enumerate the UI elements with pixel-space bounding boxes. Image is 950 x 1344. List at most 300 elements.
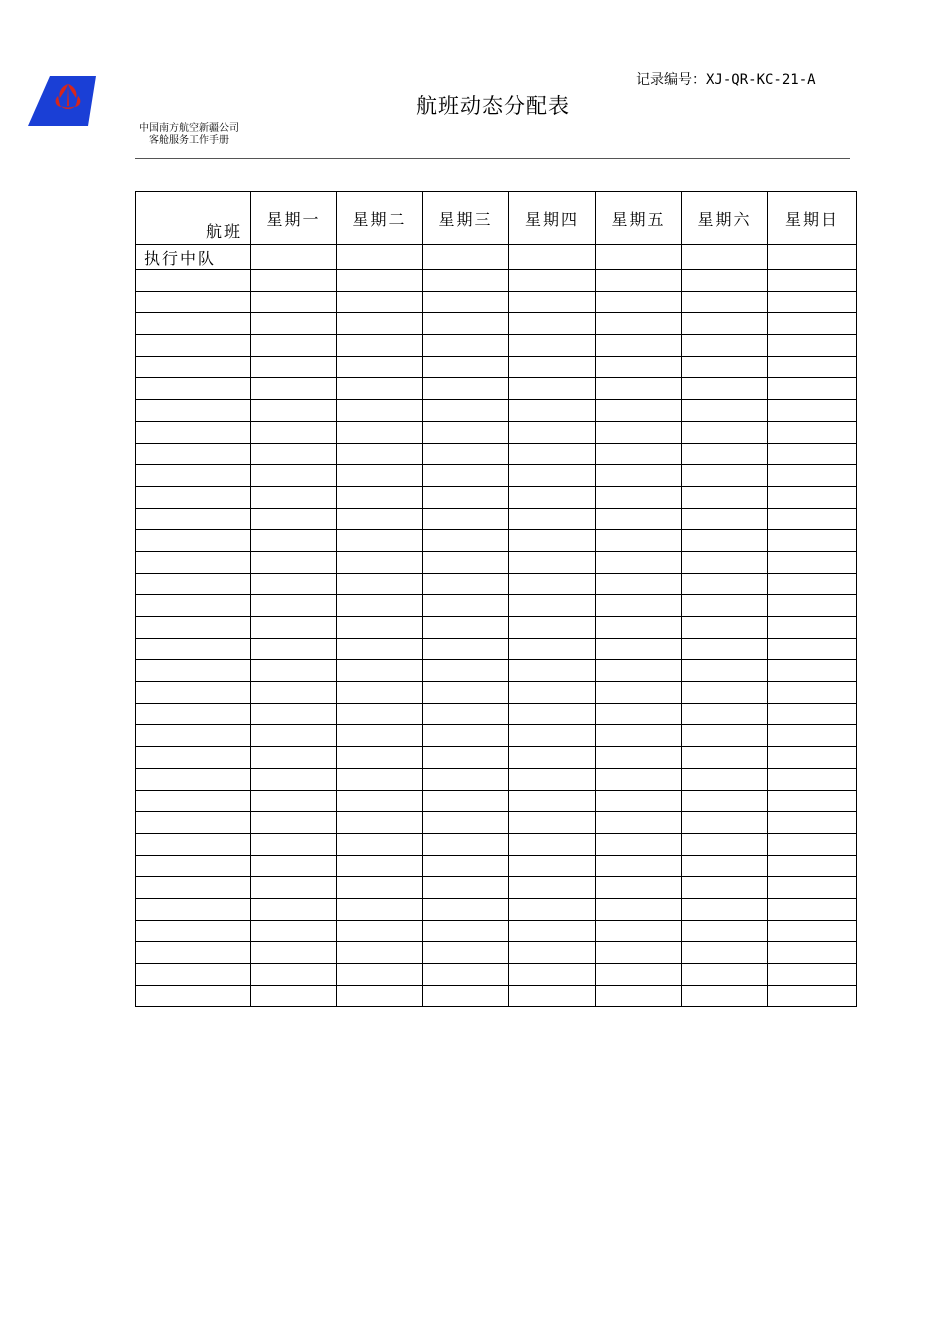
- table-cell[interactable]: [596, 725, 682, 747]
- table-cell[interactable]: [682, 855, 768, 877]
- table-cell[interactable]: [768, 356, 857, 378]
- table-cell[interactable]: [337, 245, 423, 270]
- row-label-cell[interactable]: [136, 335, 251, 357]
- table-cell[interactable]: [596, 833, 682, 855]
- row-label-cell[interactable]: [136, 964, 251, 986]
- row-label-cell[interactable]: [136, 703, 251, 725]
- table-cell[interactable]: [423, 855, 509, 877]
- table-cell[interactable]: [682, 573, 768, 595]
- table-cell[interactable]: [251, 313, 337, 335]
- table-cell[interactable]: [682, 920, 768, 942]
- table-cell[interactable]: [768, 964, 857, 986]
- table-cell[interactable]: [768, 465, 857, 487]
- table-cell[interactable]: [682, 465, 768, 487]
- table-cell[interactable]: [596, 660, 682, 682]
- table-cell[interactable]: [509, 617, 596, 639]
- table-cell[interactable]: [251, 768, 337, 790]
- table-cell[interactable]: [423, 356, 509, 378]
- table-cell[interactable]: [682, 245, 768, 270]
- row-label-cell[interactable]: [136, 898, 251, 920]
- table-cell[interactable]: [337, 682, 423, 704]
- table-cell[interactable]: [509, 443, 596, 465]
- table-cell[interactable]: [251, 920, 337, 942]
- table-cell[interactable]: [596, 898, 682, 920]
- table-cell[interactable]: [509, 790, 596, 812]
- table-cell[interactable]: [596, 595, 682, 617]
- table-cell[interactable]: [768, 833, 857, 855]
- table-cell[interactable]: [337, 400, 423, 422]
- table-cell[interactable]: [337, 638, 423, 660]
- table-row: [136, 812, 857, 834]
- table-cell[interactable]: [251, 790, 337, 812]
- table-cell[interactable]: [337, 443, 423, 465]
- table-cell[interactable]: [337, 595, 423, 617]
- table-cell[interactable]: [509, 465, 596, 487]
- table-cell[interactable]: [768, 270, 857, 292]
- table-cell[interactable]: [337, 617, 423, 639]
- table-cell[interactable]: [509, 682, 596, 704]
- table-row: [136, 335, 857, 357]
- table-cell[interactable]: [509, 833, 596, 855]
- table-cell[interactable]: [509, 313, 596, 335]
- table-cell[interactable]: [251, 833, 337, 855]
- table-cell[interactable]: [509, 573, 596, 595]
- table-cell[interactable]: [423, 551, 509, 573]
- table-cell[interactable]: [682, 942, 768, 964]
- table-cell[interactable]: [423, 985, 509, 1007]
- table-cell[interactable]: [251, 898, 337, 920]
- table-cell[interactable]: [423, 747, 509, 769]
- table-cell[interactable]: [251, 356, 337, 378]
- table-row: [136, 985, 857, 1007]
- table-cell[interactable]: [337, 313, 423, 335]
- table-cell[interactable]: [509, 942, 596, 964]
- table-cell[interactable]: [337, 855, 423, 877]
- table-cell[interactable]: [596, 530, 682, 552]
- row-label-cell[interactable]: [136, 421, 251, 443]
- row-label-cell[interactable]: [136, 508, 251, 530]
- table-cell[interactable]: [251, 942, 337, 964]
- table-cell[interactable]: [596, 335, 682, 357]
- table-cell[interactable]: [251, 964, 337, 986]
- table-cell[interactable]: [251, 877, 337, 899]
- table-cell[interactable]: [768, 638, 857, 660]
- row-label-cell[interactable]: [136, 833, 251, 855]
- table-cell[interactable]: [337, 551, 423, 573]
- table-cell[interactable]: [509, 551, 596, 573]
- table-cell[interactable]: [251, 703, 337, 725]
- row-label-cell[interactable]: [136, 660, 251, 682]
- table-cell[interactable]: [596, 812, 682, 834]
- table-cell[interactable]: [768, 812, 857, 834]
- table-cell[interactable]: [682, 617, 768, 639]
- row-label-cell[interactable]: [136, 790, 251, 812]
- table-cell[interactable]: [509, 985, 596, 1007]
- table-cell[interactable]: [337, 421, 423, 443]
- table-cell[interactable]: [337, 660, 423, 682]
- table-cell[interactable]: [423, 573, 509, 595]
- row-label-cell[interactable]: [136, 855, 251, 877]
- table-cell[interactable]: [337, 703, 423, 725]
- table-cell[interactable]: [509, 638, 596, 660]
- table-cell[interactable]: [768, 747, 857, 769]
- table-cell[interactable]: [337, 877, 423, 899]
- table-cell[interactable]: [682, 790, 768, 812]
- table-cell[interactable]: [596, 465, 682, 487]
- table-cell[interactable]: [251, 291, 337, 313]
- table-cell[interactable]: [337, 964, 423, 986]
- table-cell[interactable]: [768, 703, 857, 725]
- table-cell[interactable]: [596, 356, 682, 378]
- table-cell[interactable]: [509, 400, 596, 422]
- table-row: [136, 920, 857, 942]
- table-cell[interactable]: [596, 551, 682, 573]
- row-label-cell[interactable]: [136, 595, 251, 617]
- table-cell[interactable]: [682, 530, 768, 552]
- table-cell[interactable]: [596, 270, 682, 292]
- table-cell[interactable]: [596, 291, 682, 313]
- table-cell[interactable]: [251, 725, 337, 747]
- row-label-cell[interactable]: [136, 400, 251, 422]
- table-cell[interactable]: [509, 725, 596, 747]
- table-cell[interactable]: [509, 356, 596, 378]
- table-cell[interactable]: [423, 443, 509, 465]
- table-cell[interactable]: [423, 812, 509, 834]
- table-cell[interactable]: [423, 291, 509, 313]
- table-cell[interactable]: [596, 245, 682, 270]
- table-cell[interactable]: [423, 617, 509, 639]
- table-cell[interactable]: [337, 573, 423, 595]
- table-cell[interactable]: [596, 964, 682, 986]
- flight-allocation-table: [135, 191, 857, 1007]
- table-cell[interactable]: [509, 245, 596, 270]
- row-label-cell[interactable]: [136, 725, 251, 747]
- table-row: [136, 768, 857, 790]
- table-cell[interactable]: [251, 486, 337, 508]
- table-cell[interactable]: [337, 725, 423, 747]
- table-cell[interactable]: [337, 833, 423, 855]
- table-cell[interactable]: [423, 508, 509, 530]
- table-cell[interactable]: [509, 747, 596, 769]
- table-cell[interactable]: [509, 335, 596, 357]
- table-cell[interactable]: [768, 313, 857, 335]
- table-row: [136, 638, 857, 660]
- row-label-cell[interactable]: [136, 573, 251, 595]
- table-cell[interactable]: [251, 660, 337, 682]
- table-header-row: [136, 192, 857, 245]
- table-cell[interactable]: [337, 530, 423, 552]
- table-cell[interactable]: [251, 270, 337, 292]
- row-label-cell[interactable]: [136, 486, 251, 508]
- table-cell[interactable]: [337, 291, 423, 313]
- table-cell[interactable]: [423, 378, 509, 400]
- row-label-cell[interactable]: [136, 443, 251, 465]
- table-cell[interactable]: [251, 551, 337, 573]
- table-cell[interactable]: [768, 291, 857, 313]
- row-label-cell[interactable]: [136, 682, 251, 704]
- table-cell[interactable]: [596, 877, 682, 899]
- row-label-cell[interactable]: [136, 747, 251, 769]
- table-cell[interactable]: [509, 660, 596, 682]
- table-cell[interactable]: [596, 486, 682, 508]
- table-cell[interactable]: [423, 486, 509, 508]
- table-cell[interactable]: [768, 486, 857, 508]
- table-cell[interactable]: [596, 638, 682, 660]
- table-cell[interactable]: [509, 486, 596, 508]
- table-cell[interactable]: [682, 898, 768, 920]
- table-cell[interactable]: [768, 245, 857, 270]
- row-label-cell[interactable]: [136, 617, 251, 639]
- table-cell[interactable]: [509, 812, 596, 834]
- table-cell[interactable]: [596, 443, 682, 465]
- table-cell[interactable]: [682, 877, 768, 899]
- table-cell[interactable]: [337, 812, 423, 834]
- table-cell[interactable]: [596, 855, 682, 877]
- table-cell[interactable]: [768, 595, 857, 617]
- table-cell[interactable]: [682, 378, 768, 400]
- table-row: [136, 270, 857, 292]
- table-cell[interactable]: [251, 747, 337, 769]
- table-cell[interactable]: [682, 356, 768, 378]
- table-cell[interactable]: [596, 942, 682, 964]
- table-cell[interactable]: [509, 508, 596, 530]
- table-cell[interactable]: [768, 508, 857, 530]
- table-cell[interactable]: [251, 855, 337, 877]
- table-cell[interactable]: [768, 551, 857, 573]
- table-cell[interactable]: [251, 443, 337, 465]
- table-cell[interactable]: [682, 400, 768, 422]
- table-cell[interactable]: [509, 530, 596, 552]
- table-cell[interactable]: [251, 573, 337, 595]
- table-cell[interactable]: [423, 920, 509, 942]
- row-label-cell[interactable]: [136, 270, 251, 292]
- table-cell[interactable]: [768, 942, 857, 964]
- row-label-cell[interactable]: [136, 920, 251, 942]
- table-cell[interactable]: [337, 898, 423, 920]
- table-row: [136, 942, 857, 964]
- table-cell[interactable]: [509, 964, 596, 986]
- table-cell[interactable]: [682, 270, 768, 292]
- table-cell[interactable]: [682, 964, 768, 986]
- table-cell[interactable]: [337, 985, 423, 1007]
- table-cell[interactable]: [423, 313, 509, 335]
- table-cell[interactable]: [596, 378, 682, 400]
- table-cell[interactable]: [423, 595, 509, 617]
- table-cell[interactable]: [596, 508, 682, 530]
- company-line-2: 客舱服务工作手册: [149, 135, 229, 146]
- table-cell[interactable]: [251, 508, 337, 530]
- table-cell[interactable]: [682, 725, 768, 747]
- table-cell[interactable]: [768, 768, 857, 790]
- table-cell[interactable]: [423, 335, 509, 357]
- table-cell[interactable]: [509, 291, 596, 313]
- table-cell[interactable]: [423, 703, 509, 725]
- table-cell[interactable]: [682, 682, 768, 704]
- table-cell[interactable]: [768, 421, 857, 443]
- table-cell[interactable]: [423, 964, 509, 986]
- row-label-cell[interactable]: [136, 638, 251, 660]
- table-cell[interactable]: [682, 551, 768, 573]
- table-cell[interactable]: [337, 270, 423, 292]
- table-cell[interactable]: [682, 747, 768, 769]
- table-cell[interactable]: [251, 465, 337, 487]
- table-cell[interactable]: [337, 747, 423, 769]
- table-cell[interactable]: [251, 812, 337, 834]
- table-cell[interactable]: [682, 812, 768, 834]
- table-cell[interactable]: [596, 573, 682, 595]
- table-cell[interactable]: [423, 725, 509, 747]
- table-cell[interactable]: [509, 595, 596, 617]
- table-cell[interactable]: [423, 270, 509, 292]
- table-cell[interactable]: [509, 703, 596, 725]
- table-cell[interactable]: [596, 768, 682, 790]
- table-cell[interactable]: [682, 660, 768, 682]
- row-label-cell[interactable]: [136, 356, 251, 378]
- table-cell[interactable]: [423, 898, 509, 920]
- table-cell[interactable]: [768, 378, 857, 400]
- table-cell[interactable]: [423, 682, 509, 704]
- table-cell[interactable]: [768, 617, 857, 639]
- table-cell[interactable]: [768, 855, 857, 877]
- table-cell[interactable]: [337, 486, 423, 508]
- table-cell[interactable]: [596, 682, 682, 704]
- table-cell[interactable]: [596, 703, 682, 725]
- day-header: 星期一: [251, 192, 337, 245]
- table-cell[interactable]: [768, 682, 857, 704]
- table-cell[interactable]: [682, 486, 768, 508]
- table-cell[interactable]: [251, 378, 337, 400]
- table-cell[interactable]: [251, 421, 337, 443]
- table-cell[interactable]: [423, 877, 509, 899]
- table-cell[interactable]: [768, 920, 857, 942]
- table-cell[interactable]: [596, 790, 682, 812]
- table-cell[interactable]: [423, 465, 509, 487]
- table-cell[interactable]: [596, 985, 682, 1007]
- table-cell[interactable]: [768, 443, 857, 465]
- table-cell[interactable]: [682, 291, 768, 313]
- row-label-cell[interactable]: [136, 985, 251, 1007]
- table-row: [136, 400, 857, 422]
- table-cell[interactable]: [251, 400, 337, 422]
- table-cell[interactable]: [337, 356, 423, 378]
- table-cell[interactable]: [682, 703, 768, 725]
- table-cell[interactable]: [423, 768, 509, 790]
- table-cell[interactable]: [251, 530, 337, 552]
- row-label-cell[interactable]: [136, 812, 251, 834]
- table-row: [136, 486, 857, 508]
- row-label-cell[interactable]: [136, 768, 251, 790]
- row-label-cell[interactable]: [136, 291, 251, 313]
- table-cell[interactable]: [509, 877, 596, 899]
- table-row: [136, 703, 857, 725]
- table-cell[interactable]: [337, 768, 423, 790]
- table-cell[interactable]: [337, 465, 423, 487]
- table-cell[interactable]: [509, 768, 596, 790]
- table-cell[interactable]: [423, 660, 509, 682]
- table-cell[interactable]: [768, 530, 857, 552]
- table-cell[interactable]: [682, 595, 768, 617]
- table-cell[interactable]: [682, 443, 768, 465]
- table-cell[interactable]: [768, 573, 857, 595]
- table-cell[interactable]: [423, 942, 509, 964]
- record-number: 记录编号：XJ-QR-KC-21-A: [636, 72, 816, 88]
- table-cell[interactable]: [768, 790, 857, 812]
- table-cell[interactable]: [768, 898, 857, 920]
- table-cell[interactable]: [337, 335, 423, 357]
- table-cell[interactable]: [337, 508, 423, 530]
- table-cell[interactable]: [423, 790, 509, 812]
- table-cell[interactable]: [768, 985, 857, 1007]
- table-cell[interactable]: [768, 877, 857, 899]
- header-divider: [135, 158, 850, 159]
- table-cell[interactable]: [423, 245, 509, 270]
- table-cell[interactable]: [423, 400, 509, 422]
- table-cell[interactable]: [682, 508, 768, 530]
- table-cell[interactable]: [423, 530, 509, 552]
- table-cell[interactable]: [768, 335, 857, 357]
- row-label-cell[interactable]: [136, 942, 251, 964]
- table-cell[interactable]: [682, 638, 768, 660]
- table-cell[interactable]: [251, 985, 337, 1007]
- row-label-cell[interactable]: [136, 378, 251, 400]
- row-label-cell[interactable]: [136, 530, 251, 552]
- table-cell[interactable]: [768, 725, 857, 747]
- table-cell[interactable]: [251, 682, 337, 704]
- table-cell[interactable]: [509, 920, 596, 942]
- table-row: [136, 877, 857, 899]
- table-cell[interactable]: [768, 400, 857, 422]
- table-cell[interactable]: [251, 595, 337, 617]
- table-cell[interactable]: [251, 638, 337, 660]
- table-cell[interactable]: [596, 747, 682, 769]
- table-cell[interactable]: [251, 617, 337, 639]
- table-cell[interactable]: [337, 920, 423, 942]
- table-cell[interactable]: [337, 790, 423, 812]
- table-cell[interactable]: [423, 638, 509, 660]
- table-cell[interactable]: [509, 898, 596, 920]
- table-cell[interactable]: [682, 313, 768, 335]
- table-cell[interactable]: [251, 335, 337, 357]
- table-cell[interactable]: [596, 617, 682, 639]
- table-cell[interactable]: [251, 245, 337, 270]
- table-cell[interactable]: [682, 335, 768, 357]
- table-cell[interactable]: [509, 421, 596, 443]
- table-cell[interactable]: [682, 833, 768, 855]
- table-cell[interactable]: [682, 985, 768, 1007]
- table-cell[interactable]: [596, 400, 682, 422]
- table-cell[interactable]: [509, 855, 596, 877]
- table-row: [136, 378, 857, 400]
- table-cell[interactable]: [337, 378, 423, 400]
- row-label-cell[interactable]: [136, 877, 251, 899]
- table-cell[interactable]: [682, 768, 768, 790]
- table-cell[interactable]: [596, 920, 682, 942]
- table-cell[interactable]: [337, 942, 423, 964]
- table-cell[interactable]: [682, 421, 768, 443]
- row-label-cell[interactable]: [136, 465, 251, 487]
- table-cell[interactable]: [423, 421, 509, 443]
- table-row: [136, 682, 857, 704]
- table-cell[interactable]: [423, 833, 509, 855]
- row-label-cell[interactable]: [136, 551, 251, 573]
- table-cell[interactable]: [768, 660, 857, 682]
- table-cell[interactable]: [509, 270, 596, 292]
- table-cell[interactable]: [596, 421, 682, 443]
- table-row: [136, 443, 857, 465]
- table-cell[interactable]: [596, 313, 682, 335]
- table-cell[interactable]: [509, 378, 596, 400]
- row-label-cell[interactable]: [136, 313, 251, 335]
